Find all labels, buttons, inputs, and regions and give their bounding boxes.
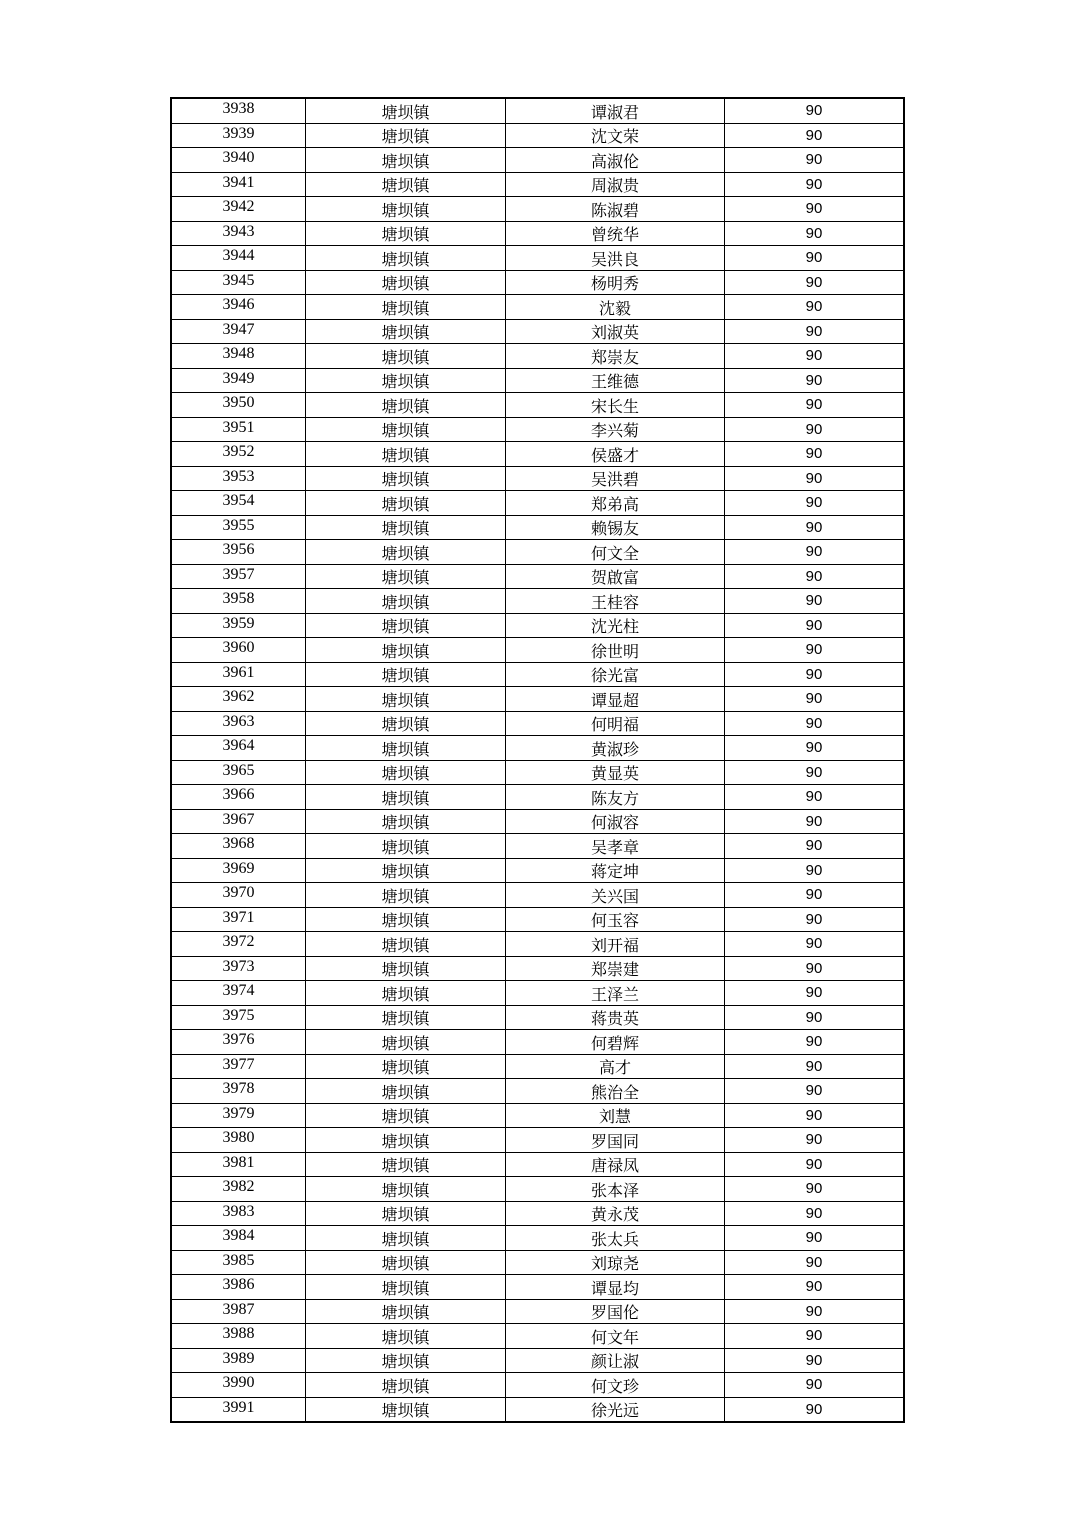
cell-person-name: 何文年 bbox=[506, 1324, 725, 1349]
cell-serial-number: 3960 bbox=[171, 638, 306, 663]
cell-serial-number: 3986 bbox=[171, 1275, 306, 1300]
table-row bbox=[171, 540, 904, 565]
cell-town: 塘坝镇 bbox=[306, 858, 506, 883]
cell-amount: 90 bbox=[725, 1128, 905, 1153]
cell-person-name: 刘淑英 bbox=[506, 319, 725, 344]
table-row bbox=[171, 368, 904, 393]
cell-serial-number: 3954 bbox=[171, 491, 306, 516]
cell-person-name: 周淑贵 bbox=[506, 172, 725, 197]
cell-town: 塘坝镇 bbox=[306, 1324, 506, 1349]
cell-serial-number: 3990 bbox=[171, 1373, 306, 1398]
cell-town: 塘坝镇 bbox=[306, 1005, 506, 1030]
table-row bbox=[171, 221, 904, 246]
cell-amount: 90 bbox=[725, 785, 905, 810]
cell-amount: 90 bbox=[725, 662, 905, 687]
cell-town: 塘坝镇 bbox=[306, 246, 506, 271]
table-row bbox=[171, 1373, 904, 1398]
cell-amount: 90 bbox=[725, 270, 905, 295]
cell-town: 塘坝镇 bbox=[306, 711, 506, 736]
cell-person-name: 王桂容 bbox=[506, 589, 725, 614]
table-row bbox=[171, 172, 904, 197]
table-row bbox=[171, 344, 904, 369]
table-row bbox=[171, 442, 904, 467]
cell-serial-number: 3939 bbox=[171, 123, 306, 148]
cell-amount: 90 bbox=[725, 932, 905, 957]
table-row bbox=[171, 785, 904, 810]
cell-serial-number: 3982 bbox=[171, 1177, 306, 1202]
cell-town: 塘坝镇 bbox=[306, 589, 506, 614]
cell-serial-number: 3958 bbox=[171, 589, 306, 614]
table-row bbox=[171, 295, 904, 320]
cell-serial-number: 3949 bbox=[171, 368, 306, 393]
cell-amount: 90 bbox=[725, 1226, 905, 1251]
cell-person-name: 熊治全 bbox=[506, 1079, 725, 1104]
cell-town: 塘坝镇 bbox=[306, 564, 506, 589]
cell-person-name: 何文全 bbox=[506, 540, 725, 565]
table-row bbox=[171, 613, 904, 638]
cell-person-name: 徐光富 bbox=[506, 662, 725, 687]
cell-amount: 90 bbox=[725, 344, 905, 369]
cell-town: 塘坝镇 bbox=[306, 662, 506, 687]
cell-serial-number: 3983 bbox=[171, 1201, 306, 1226]
cell-town: 塘坝镇 bbox=[306, 1152, 506, 1177]
cell-town: 塘坝镇 bbox=[306, 981, 506, 1006]
table-row bbox=[171, 466, 904, 491]
table-row bbox=[171, 1128, 904, 1153]
table-row bbox=[171, 711, 904, 736]
cell-serial-number: 3938 bbox=[171, 98, 306, 123]
cell-person-name: 吴洪良 bbox=[506, 246, 725, 271]
cell-amount: 90 bbox=[725, 1250, 905, 1275]
table-row bbox=[171, 1299, 904, 1324]
table-row bbox=[171, 956, 904, 981]
cell-person-name: 郑崇建 bbox=[506, 956, 725, 981]
table-row bbox=[171, 1201, 904, 1226]
cell-town: 塘坝镇 bbox=[306, 613, 506, 638]
cell-serial-number: 3948 bbox=[171, 344, 306, 369]
cell-town: 塘坝镇 bbox=[306, 1177, 506, 1202]
table-row bbox=[171, 491, 904, 516]
cell-serial-number: 3970 bbox=[171, 883, 306, 908]
table-row bbox=[171, 907, 904, 932]
cell-person-name: 刘开福 bbox=[506, 932, 725, 957]
table-row bbox=[171, 246, 904, 271]
cell-amount: 90 bbox=[725, 417, 905, 442]
table-row bbox=[171, 393, 904, 418]
cell-person-name: 何淑容 bbox=[506, 809, 725, 834]
cell-town: 塘坝镇 bbox=[306, 442, 506, 467]
cell-person-name: 谭显超 bbox=[506, 687, 725, 712]
cell-town: 塘坝镇 bbox=[306, 1397, 506, 1422]
cell-amount: 90 bbox=[725, 172, 905, 197]
cell-town: 塘坝镇 bbox=[306, 148, 506, 173]
cell-town: 塘坝镇 bbox=[306, 834, 506, 859]
cell-person-name: 刘慧 bbox=[506, 1103, 725, 1128]
cell-amount: 90 bbox=[725, 1275, 905, 1300]
table-row bbox=[171, 662, 904, 687]
cell-amount: 90 bbox=[725, 98, 905, 123]
cell-town: 塘坝镇 bbox=[306, 197, 506, 222]
cell-town: 塘坝镇 bbox=[306, 368, 506, 393]
cell-person-name: 吴孝章 bbox=[506, 834, 725, 859]
cell-serial-number: 3947 bbox=[171, 319, 306, 344]
cell-serial-number: 3968 bbox=[171, 834, 306, 859]
cell-serial-number: 3978 bbox=[171, 1079, 306, 1104]
cell-serial-number: 3945 bbox=[171, 270, 306, 295]
cell-amount: 90 bbox=[725, 1152, 905, 1177]
cell-town: 塘坝镇 bbox=[306, 1275, 506, 1300]
cell-person-name: 谭淑君 bbox=[506, 98, 725, 123]
cell-amount: 90 bbox=[725, 491, 905, 516]
cell-serial-number: 3943 bbox=[171, 221, 306, 246]
table-row bbox=[171, 981, 904, 1006]
cell-town: 塘坝镇 bbox=[306, 956, 506, 981]
cell-amount: 90 bbox=[725, 1397, 905, 1422]
cell-serial-number: 3961 bbox=[171, 662, 306, 687]
cell-amount: 90 bbox=[725, 1299, 905, 1324]
cell-serial-number: 3977 bbox=[171, 1054, 306, 1079]
cell-serial-number: 3981 bbox=[171, 1152, 306, 1177]
cell-serial-number: 3940 bbox=[171, 148, 306, 173]
table-row bbox=[171, 858, 904, 883]
table-row bbox=[171, 1250, 904, 1275]
cell-person-name: 黄永茂 bbox=[506, 1201, 725, 1226]
cell-person-name: 蒋定坤 bbox=[506, 858, 725, 883]
cell-town: 塘坝镇 bbox=[306, 344, 506, 369]
table-row bbox=[171, 1030, 904, 1055]
cell-person-name: 高淑伦 bbox=[506, 148, 725, 173]
cell-person-name: 何玉容 bbox=[506, 907, 725, 932]
cell-serial-number: 3965 bbox=[171, 760, 306, 785]
cell-town: 塘坝镇 bbox=[306, 883, 506, 908]
cell-amount: 90 bbox=[725, 1054, 905, 1079]
table-row bbox=[171, 809, 904, 834]
cell-serial-number: 3967 bbox=[171, 809, 306, 834]
cell-town: 塘坝镇 bbox=[306, 319, 506, 344]
cell-amount: 90 bbox=[725, 858, 905, 883]
cell-serial-number: 3959 bbox=[171, 613, 306, 638]
cell-town: 塘坝镇 bbox=[306, 809, 506, 834]
cell-amount: 90 bbox=[725, 1005, 905, 1030]
table-row bbox=[171, 834, 904, 859]
cell-person-name: 罗国同 bbox=[506, 1128, 725, 1153]
cell-serial-number: 3964 bbox=[171, 736, 306, 761]
table-row bbox=[171, 1397, 904, 1422]
table-row bbox=[171, 123, 904, 148]
cell-town: 塘坝镇 bbox=[306, 515, 506, 540]
cell-person-name: 郑弟高 bbox=[506, 491, 725, 516]
cell-town: 塘坝镇 bbox=[306, 491, 506, 516]
cell-serial-number: 3973 bbox=[171, 956, 306, 981]
cell-town: 塘坝镇 bbox=[306, 295, 506, 320]
cell-amount: 90 bbox=[725, 711, 905, 736]
cell-serial-number: 3969 bbox=[171, 858, 306, 883]
cell-serial-number: 3950 bbox=[171, 393, 306, 418]
cell-amount: 90 bbox=[725, 809, 905, 834]
cell-person-name: 何文珍 bbox=[506, 1373, 725, 1398]
cell-amount: 90 bbox=[725, 1079, 905, 1104]
cell-amount: 90 bbox=[725, 981, 905, 1006]
table-row bbox=[171, 1005, 904, 1030]
cell-town: 塘坝镇 bbox=[306, 1201, 506, 1226]
cell-amount: 90 bbox=[725, 295, 905, 320]
cell-amount: 90 bbox=[725, 589, 905, 614]
cell-town: 塘坝镇 bbox=[306, 221, 506, 246]
cell-person-name: 陈友方 bbox=[506, 785, 725, 810]
cell-amount: 90 bbox=[725, 221, 905, 246]
cell-person-name: 徐光远 bbox=[506, 1397, 725, 1422]
cell-amount: 90 bbox=[725, 638, 905, 663]
cell-person-name: 颜让淑 bbox=[506, 1348, 725, 1373]
cell-amount: 90 bbox=[725, 368, 905, 393]
cell-serial-number: 3985 bbox=[171, 1250, 306, 1275]
cell-person-name: 吴洪碧 bbox=[506, 466, 725, 491]
cell-serial-number: 3966 bbox=[171, 785, 306, 810]
cell-town: 塘坝镇 bbox=[306, 98, 506, 123]
cell-serial-number: 3963 bbox=[171, 711, 306, 736]
cell-town: 塘坝镇 bbox=[306, 1103, 506, 1128]
cell-town: 塘坝镇 bbox=[306, 687, 506, 712]
cell-person-name: 曾统华 bbox=[506, 221, 725, 246]
cell-person-name: 关兴国 bbox=[506, 883, 725, 908]
cell-person-name: 谭显均 bbox=[506, 1275, 725, 1300]
table-row bbox=[171, 319, 904, 344]
cell-person-name: 陈淑碧 bbox=[506, 197, 725, 222]
cell-serial-number: 3956 bbox=[171, 540, 306, 565]
cell-person-name: 黄淑珍 bbox=[506, 736, 725, 761]
cell-town: 塘坝镇 bbox=[306, 1250, 506, 1275]
cell-serial-number: 3991 bbox=[171, 1397, 306, 1422]
cell-town: 塘坝镇 bbox=[306, 1373, 506, 1398]
cell-serial-number: 3946 bbox=[171, 295, 306, 320]
cell-serial-number: 3941 bbox=[171, 172, 306, 197]
cell-amount: 90 bbox=[725, 1030, 905, 1055]
cell-amount: 90 bbox=[725, 466, 905, 491]
cell-person-name: 李兴菊 bbox=[506, 417, 725, 442]
cell-serial-number: 3975 bbox=[171, 1005, 306, 1030]
cell-town: 塘坝镇 bbox=[306, 1226, 506, 1251]
cell-amount: 90 bbox=[725, 1177, 905, 1202]
cell-town: 塘坝镇 bbox=[306, 1299, 506, 1324]
table-row bbox=[171, 883, 904, 908]
table-row bbox=[171, 1226, 904, 1251]
cell-town: 塘坝镇 bbox=[306, 907, 506, 932]
cell-person-name: 张本泽 bbox=[506, 1177, 725, 1202]
table-row bbox=[171, 564, 904, 589]
cell-person-name: 黄显英 bbox=[506, 760, 725, 785]
cell-amount: 90 bbox=[725, 1348, 905, 1373]
cell-person-name: 高才 bbox=[506, 1054, 725, 1079]
cell-town: 塘坝镇 bbox=[306, 1054, 506, 1079]
cell-town: 塘坝镇 bbox=[306, 785, 506, 810]
cell-amount: 90 bbox=[725, 442, 905, 467]
table-row bbox=[171, 98, 904, 123]
cell-serial-number: 3984 bbox=[171, 1226, 306, 1251]
cell-serial-number: 3955 bbox=[171, 515, 306, 540]
table-row bbox=[171, 638, 904, 663]
cell-amount: 90 bbox=[725, 564, 905, 589]
cell-person-name: 杨明秀 bbox=[506, 270, 725, 295]
cell-serial-number: 3972 bbox=[171, 932, 306, 957]
cell-town: 塘坝镇 bbox=[306, 172, 506, 197]
cell-serial-number: 3944 bbox=[171, 246, 306, 271]
cell-amount: 90 bbox=[725, 760, 905, 785]
cell-amount: 90 bbox=[725, 246, 905, 271]
cell-amount: 90 bbox=[725, 1103, 905, 1128]
cell-town: 塘坝镇 bbox=[306, 760, 506, 785]
cell-serial-number: 3980 bbox=[171, 1128, 306, 1153]
cell-person-name: 沈光柱 bbox=[506, 613, 725, 638]
cell-serial-number: 3988 bbox=[171, 1324, 306, 1349]
cell-serial-number: 3987 bbox=[171, 1299, 306, 1324]
cell-amount: 90 bbox=[725, 393, 905, 418]
cell-person-name: 罗国伦 bbox=[506, 1299, 725, 1324]
cell-amount: 90 bbox=[725, 687, 905, 712]
table-row bbox=[171, 417, 904, 442]
cell-person-name: 郑崇友 bbox=[506, 344, 725, 369]
cell-person-name: 唐禄凤 bbox=[506, 1152, 725, 1177]
cell-serial-number: 3951 bbox=[171, 417, 306, 442]
table-row bbox=[171, 760, 904, 785]
cell-town: 塘坝镇 bbox=[306, 270, 506, 295]
cell-amount: 90 bbox=[725, 515, 905, 540]
table-row bbox=[171, 270, 904, 295]
cell-amount: 90 bbox=[725, 907, 905, 932]
cell-amount: 90 bbox=[725, 319, 905, 344]
table-row bbox=[171, 736, 904, 761]
table-row bbox=[171, 1177, 904, 1202]
cell-town: 塘坝镇 bbox=[306, 540, 506, 565]
cell-town: 塘坝镇 bbox=[306, 736, 506, 761]
cell-serial-number: 3942 bbox=[171, 197, 306, 222]
table-row bbox=[171, 197, 904, 222]
cell-person-name: 沈文荣 bbox=[506, 123, 725, 148]
cell-serial-number: 3971 bbox=[171, 907, 306, 932]
cell-person-name: 赖锡友 bbox=[506, 515, 725, 540]
table-row bbox=[171, 1275, 904, 1300]
cell-town: 塘坝镇 bbox=[306, 393, 506, 418]
cell-person-name: 沈毅 bbox=[506, 295, 725, 320]
cell-town: 塘坝镇 bbox=[306, 1030, 506, 1055]
cell-town: 塘坝镇 bbox=[306, 638, 506, 663]
cell-amount: 90 bbox=[725, 1324, 905, 1349]
cell-serial-number: 3979 bbox=[171, 1103, 306, 1128]
cell-town: 塘坝镇 bbox=[306, 1128, 506, 1153]
cell-person-name: 蒋贵英 bbox=[506, 1005, 725, 1030]
table-row bbox=[171, 515, 904, 540]
cell-amount: 90 bbox=[725, 834, 905, 859]
cell-town: 塘坝镇 bbox=[306, 1079, 506, 1104]
cell-person-name: 王泽兰 bbox=[506, 981, 725, 1006]
cell-person-name: 何明福 bbox=[506, 711, 725, 736]
cell-person-name: 何碧辉 bbox=[506, 1030, 725, 1055]
cell-person-name: 刘琼尧 bbox=[506, 1250, 725, 1275]
cell-town: 塘坝镇 bbox=[306, 123, 506, 148]
cell-person-name: 徐世明 bbox=[506, 638, 725, 663]
cell-amount: 90 bbox=[725, 1373, 905, 1398]
cell-serial-number: 3953 bbox=[171, 466, 306, 491]
cell-amount: 90 bbox=[725, 883, 905, 908]
cell-serial-number: 3976 bbox=[171, 1030, 306, 1055]
cell-serial-number: 3974 bbox=[171, 981, 306, 1006]
cell-amount: 90 bbox=[725, 613, 905, 638]
cell-person-name: 王维德 bbox=[506, 368, 725, 393]
table-row bbox=[171, 1348, 904, 1373]
cell-town: 塘坝镇 bbox=[306, 1348, 506, 1373]
cell-serial-number: 3957 bbox=[171, 564, 306, 589]
cell-serial-number: 3962 bbox=[171, 687, 306, 712]
data-table bbox=[170, 97, 905, 1423]
cell-amount: 90 bbox=[725, 123, 905, 148]
table-row bbox=[171, 932, 904, 957]
cell-serial-number: 3952 bbox=[171, 442, 306, 467]
cell-amount: 90 bbox=[725, 1201, 905, 1226]
table-row bbox=[171, 1324, 904, 1349]
cell-amount: 90 bbox=[725, 148, 905, 173]
cell-person-name: 侯盛才 bbox=[506, 442, 725, 467]
table-body bbox=[171, 98, 904, 1422]
table-row bbox=[171, 1054, 904, 1079]
cell-amount: 90 bbox=[725, 956, 905, 981]
table-row bbox=[171, 1103, 904, 1128]
table-row bbox=[171, 148, 904, 173]
cell-person-name: 宋长生 bbox=[506, 393, 725, 418]
cell-town: 塘坝镇 bbox=[306, 932, 506, 957]
cell-amount: 90 bbox=[725, 197, 905, 222]
cell-amount: 90 bbox=[725, 736, 905, 761]
cell-amount: 90 bbox=[725, 540, 905, 565]
table-row bbox=[171, 1079, 904, 1104]
table-row bbox=[171, 687, 904, 712]
cell-town: 塘坝镇 bbox=[306, 417, 506, 442]
cell-person-name: 贺啟富 bbox=[506, 564, 725, 589]
cell-person-name: 张太兵 bbox=[506, 1226, 725, 1251]
table-row bbox=[171, 589, 904, 614]
cell-serial-number: 3989 bbox=[171, 1348, 306, 1373]
cell-town: 塘坝镇 bbox=[306, 466, 506, 491]
table-row bbox=[171, 1152, 904, 1177]
